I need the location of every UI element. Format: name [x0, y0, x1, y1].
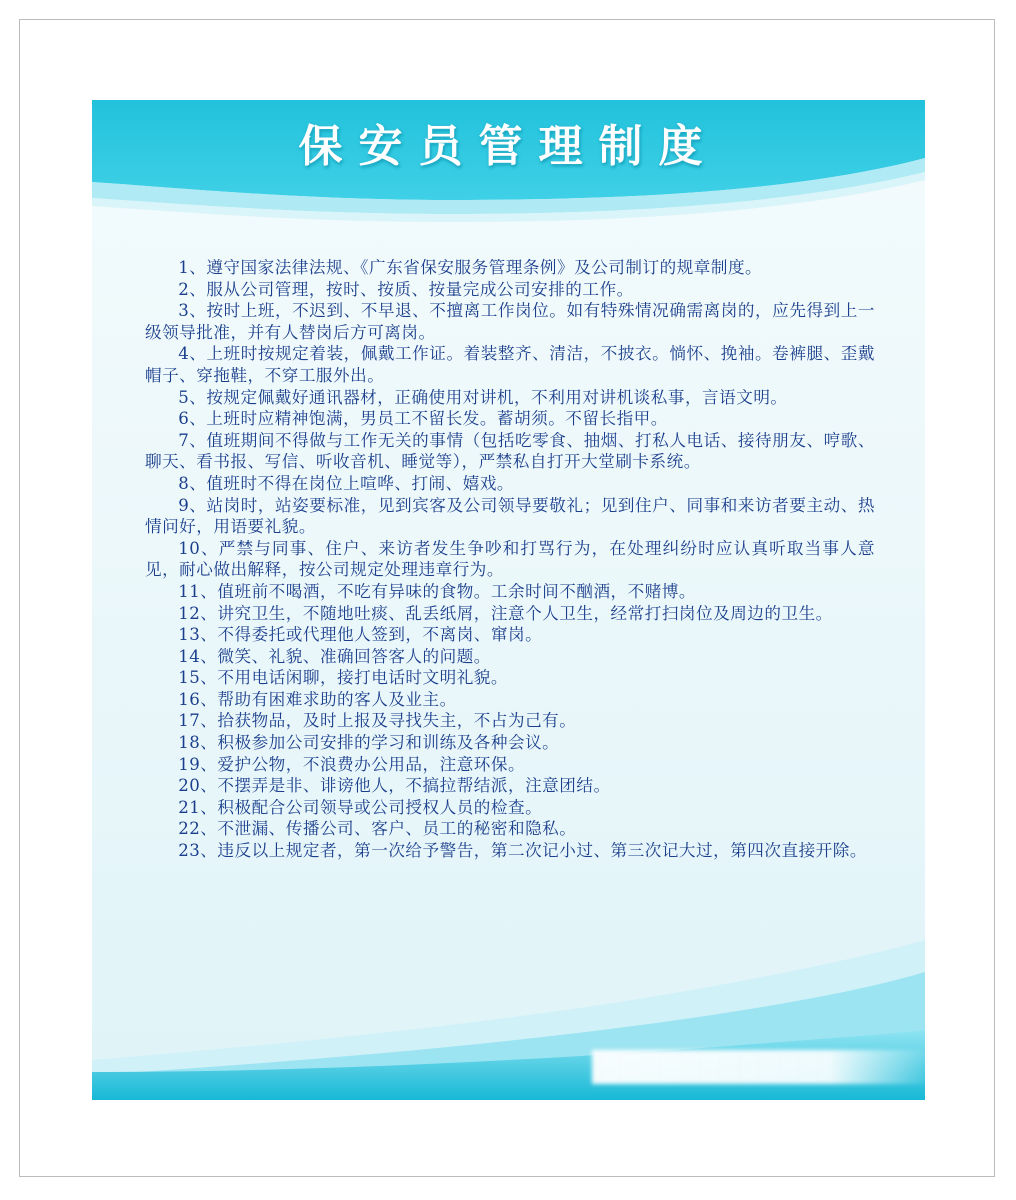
rule-item: 23、违反以上规定者，第一次给予警告，第二次记小过、第三次记大过，第四次直接开除。 [178, 841, 867, 861]
rule-item: 7、值班期间不得做与工作无关的事情（包括吃零食、抽烟、打私人电话、接待朋友、哼歌、聊天、看书报、写信、听收音机、睡觉等），严禁私自打开大堂刷卡系统。 [145, 430, 875, 472]
blurred-watermark [592, 1050, 925, 1084]
rule-item: 2、服从公司管理，按时、按质、按量完成公司安排的工作。 [178, 279, 634, 299]
rule-item: 3、按时上班，不迟到、不早退、不擅离工作岗位。如有特殊情况确需离岗的，应先得到上一级领导批准，并有人替岗后方可离岗。 [145, 301, 875, 342]
rule-item: 6、上班时应精神饱满，男员工不留长发。蓄胡须。不留长指甲。 [178, 409, 668, 429]
rule-item: 11、值班前不喝酒，不吃有异味的食物。工余时间不酗酒，不赌博。 [178, 581, 697, 601]
rule-item: 1、遵守国家法律法规、《广东省保安服务管理条例》及公司制订的规章制度。 [178, 258, 763, 277]
rule-item: 8、值班时不得在岗位上喧哗、打闹、嬉戏。 [178, 473, 515, 493]
rule-item: 12、讲究卫生，不随地吐痰、乱丢纸屑，注意个人卫生，经常打扫岗位及周边的卫生。 [178, 603, 833, 623]
rule-item: 15、不用电话闲聊，接打电话时文明礼貌。 [178, 668, 508, 688]
rule-item: 13、不得委托或代理他人签到，不离岗、窜岗。 [178, 625, 543, 645]
page-title: 保安员管理制度 [298, 121, 719, 172]
rule-item: 18、积极参加公司安排的学习和训练及各种会议。 [178, 733, 560, 753]
rule-item: 10、严禁与同事、住户、来访者发生争吵和打骂行为，在处理纠纷时应认真听取当事人意见，耐心做出解释，按公司规定处理违章行为。 [145, 538, 875, 580]
rule-item: 21、积极配合公司领导或公司授权人员的检查。 [178, 797, 543, 817]
rule-item: 4、上班时按规定着装，佩戴工作证。着装整齐、清洁，不披衣。惝怀、挽袖。卷裤腿、歪戴帽子、穿拖鞋，不穿工服外出。 [145, 344, 875, 385]
rule-item: 14、微笑、礼貌、准确回答客人的问题。 [178, 646, 491, 666]
rule-item: 19、爱护公物，不浪费办公用品，注意环保。 [178, 754, 526, 774]
rule-item: 9、站岗时，站姿要标准，见到宾客及公司领导要敬礼；见到住户、同事和来访者要主动、热情问好，用语要礼貌。 [145, 495, 875, 537]
rule-item: 17、拾获物品，及时上报及寻找失主，不占为己有。 [178, 711, 577, 731]
rules-list [145, 257, 875, 862]
rule-item: 16、帮助有困难求助的客人及业主。 [178, 689, 457, 709]
rule-item: 20、不摆弄是非、诽谤他人，不搞拉帮结派，注意团结。 [178, 776, 611, 796]
rule-item: 5、按规定佩戴好通讯器材，正确使用对讲机，不利用对讲机谈私事，言语文明。 [178, 387, 788, 407]
rule-item: 22、不泄漏、传播公司、客户、员工的秘密和隐私。 [178, 819, 577, 839]
poster-board [92, 100, 925, 1100]
